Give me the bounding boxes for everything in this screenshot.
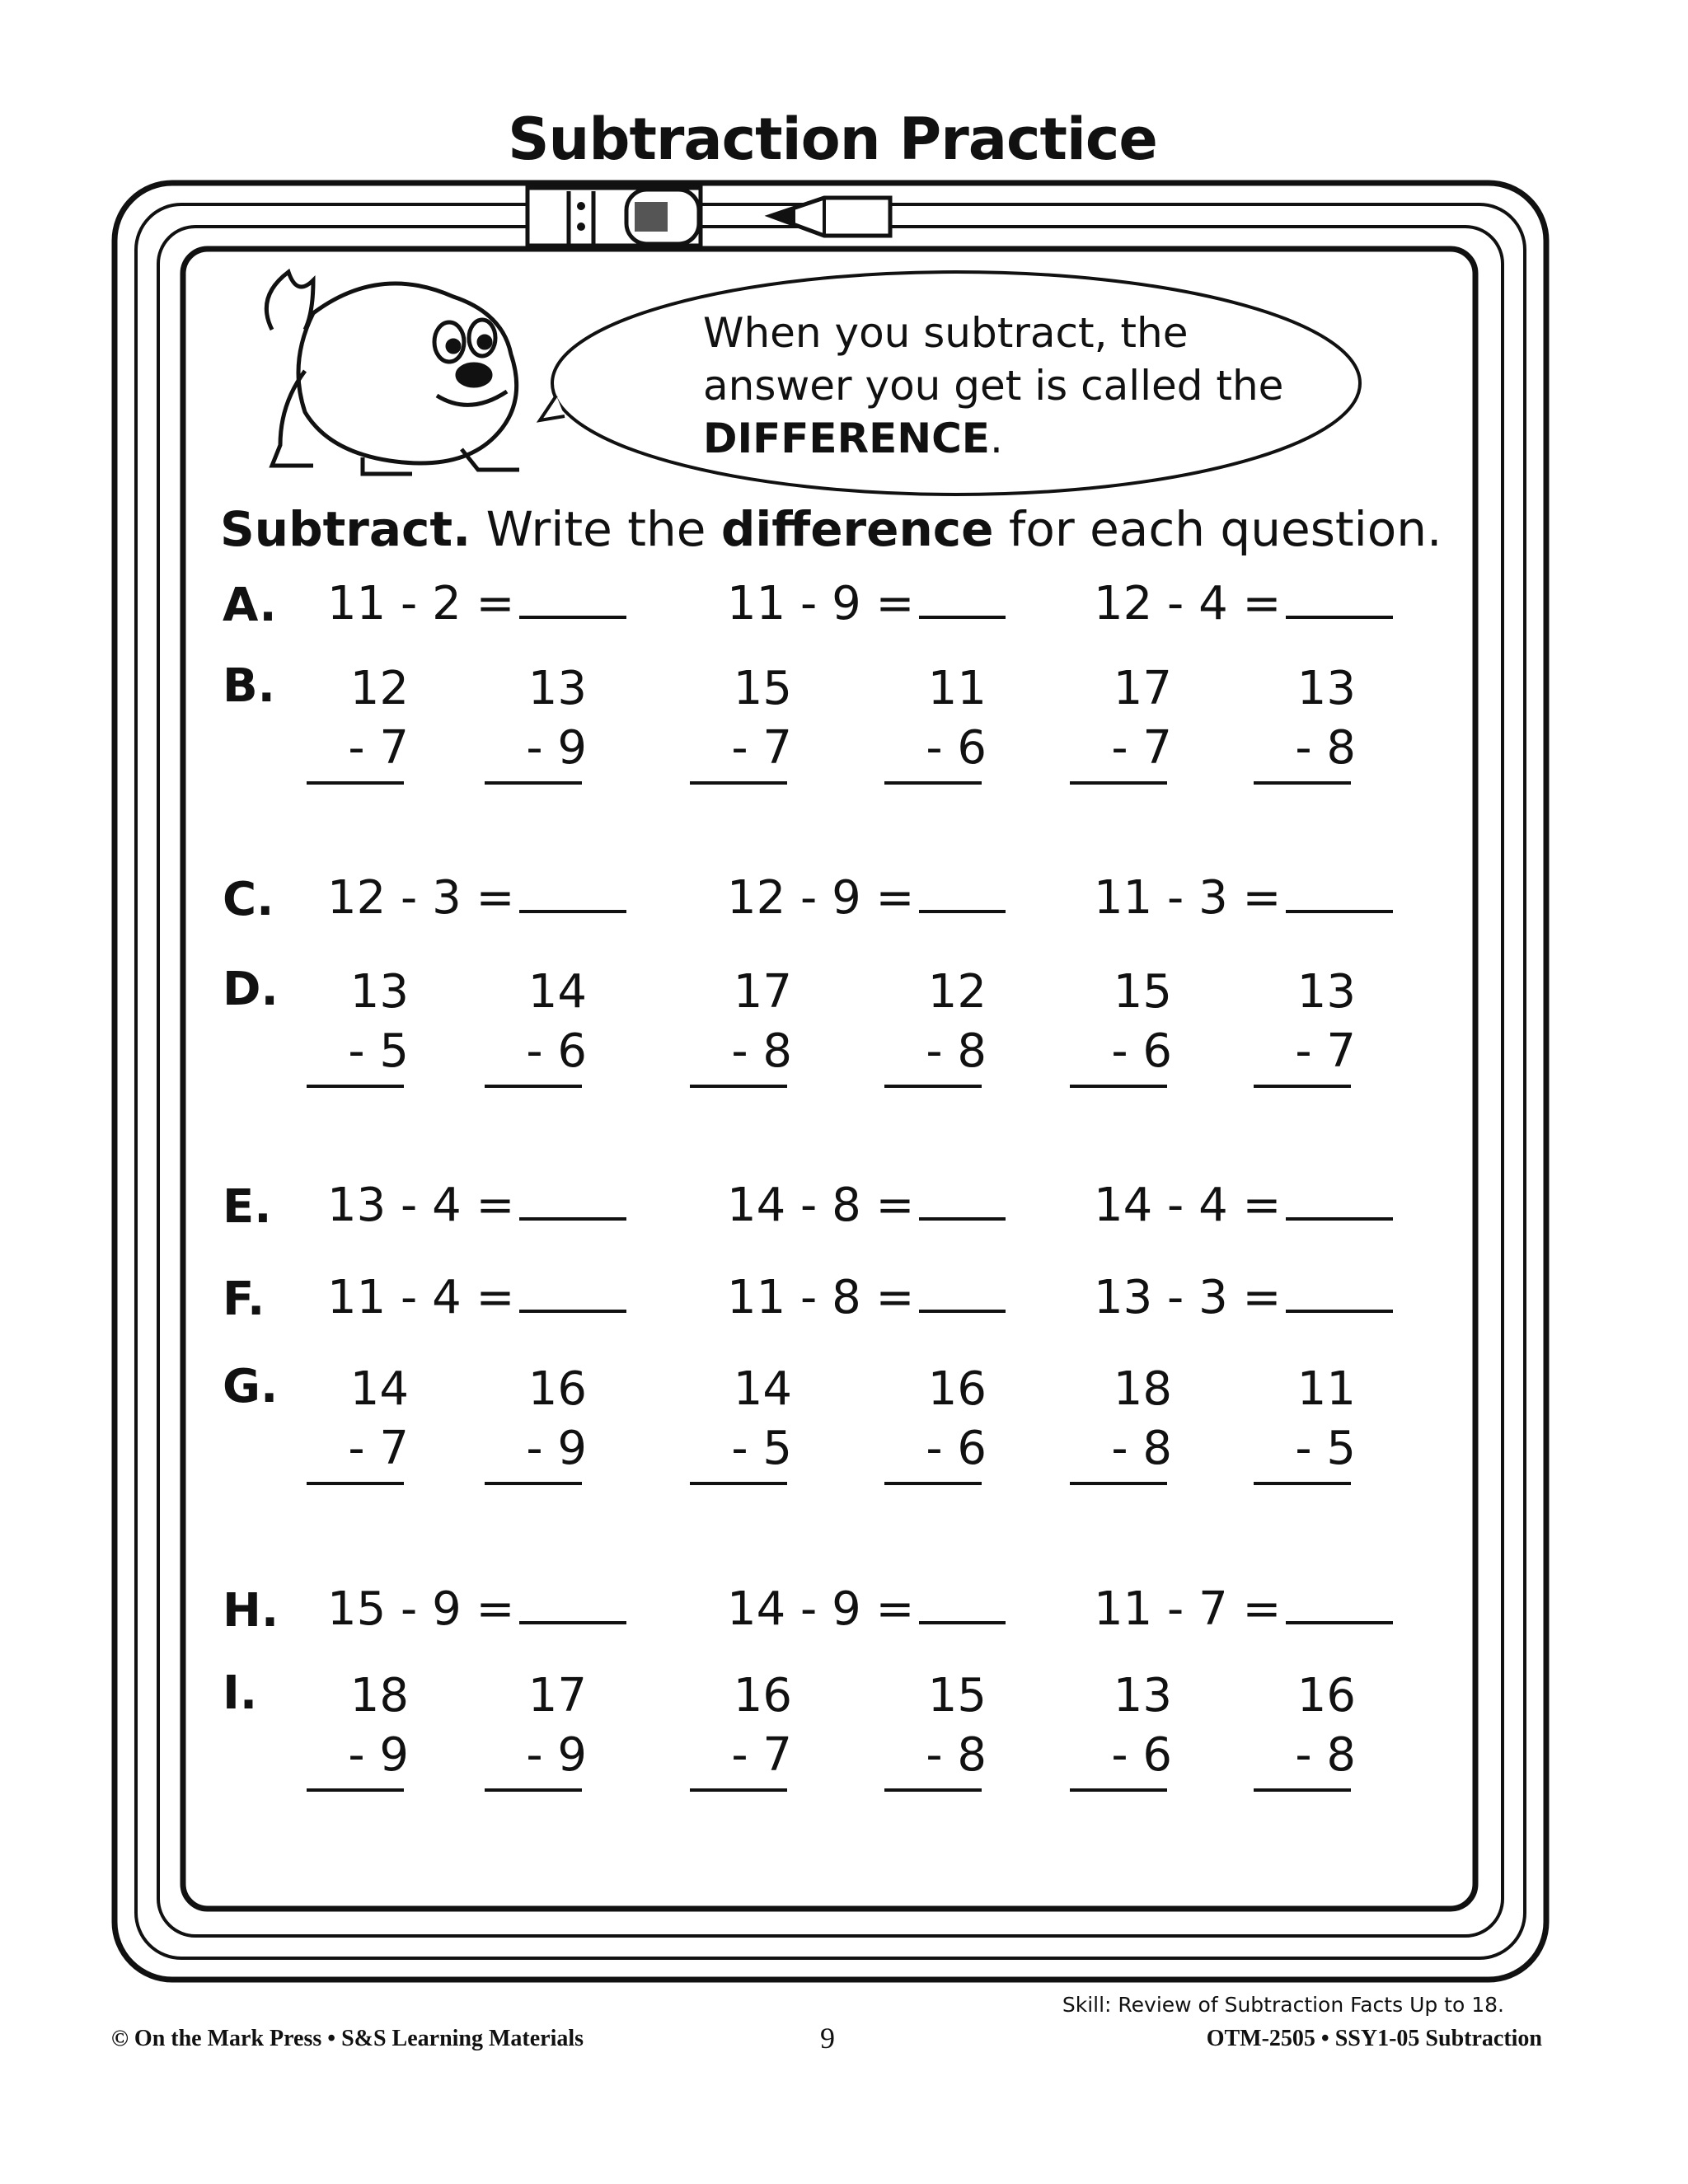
minuend: 15 xyxy=(927,1669,987,1722)
subtrahend: - 5 xyxy=(348,1024,409,1078)
answer-blank[interactable] xyxy=(519,583,626,619)
answer-blank[interactable] xyxy=(919,1184,1006,1221)
answer-line[interactable] xyxy=(690,1085,787,1088)
answer-line[interactable] xyxy=(307,1085,404,1088)
horizontal-problem xyxy=(327,1271,626,1324)
answer-line[interactable] xyxy=(1254,1482,1351,1485)
vertical-problem xyxy=(480,1666,587,1792)
vertical-problem xyxy=(685,1360,792,1485)
row-label: G. xyxy=(223,1360,279,1413)
minuend: 16 xyxy=(733,1669,792,1722)
vertical-problem xyxy=(302,1360,409,1485)
subtrahend: - 6 xyxy=(1111,1728,1172,1782)
answer-line[interactable] xyxy=(485,781,582,785)
minuend: 12 xyxy=(927,965,987,1019)
answer-blank[interactable] xyxy=(519,1184,626,1221)
subtrahend: - 7 xyxy=(731,721,792,775)
answer-line[interactable] xyxy=(1070,1482,1167,1485)
answer-blank[interactable] xyxy=(1286,1184,1393,1221)
equation-text: 11 - 2 = xyxy=(327,577,515,630)
subtrahend: - 7 xyxy=(1295,1024,1356,1078)
instruction-verb: Subtract. xyxy=(220,501,471,557)
subtrahend: - 8 xyxy=(1111,1422,1172,1475)
vertical-problem xyxy=(1065,659,1172,785)
vertical-problem xyxy=(480,963,587,1088)
row-label: B. xyxy=(223,659,275,713)
subtrahend: - 6 xyxy=(526,1024,587,1078)
answer-line[interactable] xyxy=(307,1788,404,1792)
subtrahend: - 7 xyxy=(731,1728,792,1782)
vertical-problem xyxy=(1249,1666,1356,1792)
minuend: 13 xyxy=(528,662,587,715)
row-label: H. xyxy=(223,1584,279,1638)
bubble-line-3 xyxy=(703,412,1283,465)
subtrahend: - 9 xyxy=(526,721,587,775)
subtrahend: - 7 xyxy=(348,1422,409,1475)
vertical-problem xyxy=(685,1666,792,1792)
vertical-problem xyxy=(302,659,409,785)
equation-text: 14 - 8 = xyxy=(727,1179,915,1232)
minuend: 13 xyxy=(1296,662,1356,715)
page-title: Subtraction Practice xyxy=(508,105,1157,173)
pencil-eraser-icon xyxy=(528,188,701,246)
horizontal-problem xyxy=(727,577,1006,630)
horizontal-problem xyxy=(1094,577,1393,630)
equation-text: 11 - 4 = xyxy=(327,1271,515,1324)
subtrahend: - 5 xyxy=(731,1422,792,1475)
vertical-problem xyxy=(879,1666,987,1792)
equation-text: 11 - 7 = xyxy=(1094,1582,1282,1636)
vertical-problem xyxy=(480,1360,587,1485)
subtrahend: - 6 xyxy=(1111,1024,1172,1078)
answer-line[interactable] xyxy=(1070,1788,1167,1792)
minuend: 16 xyxy=(927,1362,987,1416)
subtrahend: - 9 xyxy=(526,1422,587,1475)
page-number: 9 xyxy=(820,2022,835,2055)
subtrahend: - 8 xyxy=(926,1728,987,1782)
answer-line[interactable] xyxy=(884,1085,982,1088)
subtrahend: - 8 xyxy=(1295,1728,1356,1782)
answer-line[interactable] xyxy=(485,1788,582,1792)
vertical-problem xyxy=(879,963,987,1088)
answer-blank[interactable] xyxy=(519,1588,626,1624)
answer-blank[interactable] xyxy=(919,583,1006,619)
answer-line[interactable] xyxy=(1070,781,1167,785)
bubble-line-1: When you subtract, the xyxy=(703,309,1189,357)
minuend: 15 xyxy=(1113,965,1172,1019)
minuend: 13 xyxy=(349,965,409,1019)
vertical-problem xyxy=(1249,659,1356,785)
equation-text: 12 - 9 = xyxy=(727,871,915,925)
subtrahend: - 8 xyxy=(1295,721,1356,775)
horizontal-problem xyxy=(327,871,626,925)
answer-blank[interactable] xyxy=(519,877,626,913)
equation-text: 11 - 3 = xyxy=(1094,871,1282,925)
row-label: F. xyxy=(223,1272,265,1326)
horizontal-problem xyxy=(1094,1271,1393,1324)
equation-text: 12 - 4 = xyxy=(1094,577,1282,630)
minuend: 12 xyxy=(349,662,409,715)
minuend: 11 xyxy=(927,662,987,715)
answer-blank[interactable] xyxy=(919,877,1006,913)
answer-line[interactable] xyxy=(485,1085,582,1088)
subtrahend: - 7 xyxy=(348,721,409,775)
vertical-problem xyxy=(1249,1360,1356,1485)
vertical-problem xyxy=(879,659,987,785)
answer-line[interactable] xyxy=(884,1482,982,1485)
minuend: 16 xyxy=(1296,1669,1356,1722)
answer-line[interactable] xyxy=(1070,1085,1167,1088)
row-label: I. xyxy=(223,1666,258,1720)
answer-blank[interactable] xyxy=(919,1588,1006,1624)
answer-line[interactable] xyxy=(690,1788,787,1792)
subtrahend: - 9 xyxy=(526,1728,587,1782)
minuend: 18 xyxy=(1113,1362,1172,1416)
horizontal-problem xyxy=(1094,1179,1393,1232)
minuend: 17 xyxy=(733,965,792,1019)
speech-bubble-text xyxy=(703,307,1283,465)
equation-text: 12 - 3 = xyxy=(327,871,515,925)
vertical-problem xyxy=(480,659,587,785)
footer-copyright: © On the Mark Press • S&S Learning Materials xyxy=(111,2026,584,2051)
horizontal-problem xyxy=(727,1271,1006,1324)
subtrahend: - 8 xyxy=(926,1024,987,1078)
minuend: 17 xyxy=(1113,662,1172,715)
answer-blank[interactable] xyxy=(1286,583,1393,619)
equation-text: 11 - 9 = xyxy=(727,577,915,630)
vertical-problem xyxy=(685,659,792,785)
dog-illustration xyxy=(266,272,519,474)
answer-blank[interactable] xyxy=(1286,1588,1393,1624)
vertical-problem xyxy=(1065,1666,1172,1792)
difference-term: DIFFERENCE xyxy=(703,415,990,462)
subtrahend: - 9 xyxy=(348,1728,409,1782)
answer-line[interactable] xyxy=(485,1482,582,1485)
subtrahend: - 6 xyxy=(926,1422,987,1475)
vertical-problem xyxy=(879,1360,987,1485)
horizontal-problem xyxy=(327,577,626,630)
equation-text: 15 - 9 = xyxy=(327,1582,515,1636)
vertical-problem xyxy=(1249,963,1356,1088)
answer-blank[interactable] xyxy=(519,1277,626,1313)
minuend: 14 xyxy=(349,1362,409,1416)
vertical-problem xyxy=(1065,1360,1172,1485)
equation-text: 14 - 4 = xyxy=(1094,1179,1282,1232)
answer-line[interactable] xyxy=(1254,781,1351,785)
horizontal-problem xyxy=(1094,871,1393,925)
equation-text: 14 - 9 = xyxy=(727,1582,915,1636)
answer-line[interactable] xyxy=(1254,1788,1351,1792)
instructions xyxy=(220,501,1442,557)
answer-blank[interactable] xyxy=(1286,877,1393,913)
minuend: 14 xyxy=(733,1362,792,1416)
subtrahend: - 8 xyxy=(731,1024,792,1078)
minuend: 11 xyxy=(1296,1362,1356,1416)
equation-text: 11 - 8 = xyxy=(727,1271,915,1324)
answer-line[interactable] xyxy=(690,1482,787,1485)
vertical-problem xyxy=(302,1666,409,1792)
bubble-line-2: answer you get is called the xyxy=(703,362,1284,410)
vertical-problem xyxy=(1065,963,1172,1088)
footer-code: OTM-2505 • SSY1-05 Subtraction xyxy=(1206,2026,1542,2051)
minuend: 14 xyxy=(528,965,587,1019)
row-label: C. xyxy=(223,873,274,926)
period: . xyxy=(989,415,1003,462)
minuend: 13 xyxy=(1113,1669,1172,1722)
instruction-text-end: for each question. xyxy=(993,501,1442,557)
vertical-problem xyxy=(685,963,792,1088)
answer-line[interactable] xyxy=(307,781,404,785)
answer-line[interactable] xyxy=(690,781,787,785)
minuend: 15 xyxy=(733,662,792,715)
horizontal-problem xyxy=(1094,1582,1393,1636)
row-label: D. xyxy=(223,963,279,1016)
answer-blank[interactable] xyxy=(919,1277,1006,1313)
subtrahend: - 5 xyxy=(1295,1422,1356,1475)
instruction-keyword: difference xyxy=(720,501,994,557)
horizontal-problem xyxy=(727,1582,1006,1636)
horizontal-problem xyxy=(327,1582,626,1636)
minuend: 13 xyxy=(1296,965,1356,1019)
subtrahend: - 7 xyxy=(1111,721,1172,775)
row-label: A. xyxy=(223,579,277,632)
horizontal-problem xyxy=(727,1179,1006,1232)
footer-skill: Skill: Review of Subtraction Facts Up to 18. xyxy=(1062,1993,1504,2017)
answer-line[interactable] xyxy=(884,781,982,785)
subtrahend: - 6 xyxy=(926,721,987,775)
answer-line[interactable] xyxy=(307,1482,404,1485)
horizontal-problem xyxy=(327,1179,626,1232)
minuend: 16 xyxy=(528,1362,587,1416)
minuend: 18 xyxy=(349,1669,409,1722)
equation-text: 13 - 4 = xyxy=(327,1179,515,1232)
answer-blank[interactable] xyxy=(1286,1277,1393,1313)
answer-line[interactable] xyxy=(884,1788,982,1792)
minuend: 17 xyxy=(528,1669,587,1722)
equation-text: 13 - 3 = xyxy=(1094,1271,1282,1324)
instruction-text: Write the xyxy=(471,501,721,557)
vertical-problem xyxy=(302,963,409,1088)
row-label: E. xyxy=(223,1180,272,1234)
horizontal-problem xyxy=(727,871,1006,925)
answer-line[interactable] xyxy=(1254,1085,1351,1088)
